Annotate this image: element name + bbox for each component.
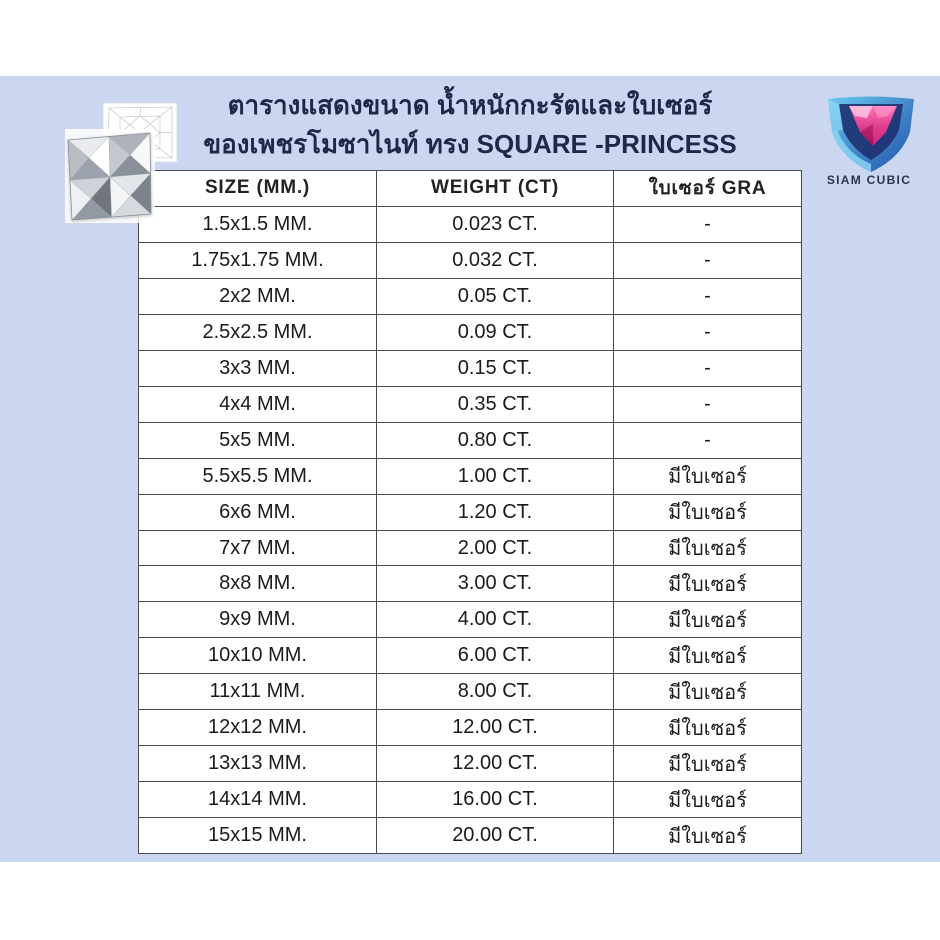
weight-cell: 1.00 CT. — [376, 459, 613, 494]
size-cell: 5.5x5.5 MM. — [202, 464, 313, 487]
header-weight: WEIGHT (CT) — [376, 171, 613, 206]
weight-cell: 0.15 CT. — [376, 351, 613, 386]
size-cell: 2x2 MM. — [219, 284, 296, 307]
size-cell: 3x3 MM. — [219, 356, 296, 379]
weight-cell: 2.00 CT. — [376, 531, 613, 566]
certificate-cell: มีใบเซอร์ — [613, 674, 801, 709]
size-cell: 5x5 MM. — [219, 428, 296, 451]
table-row — [139, 386, 801, 422]
size-cell: 11x11 MM. — [209, 680, 306, 703]
certificate-cell: มีใบเซอร์ — [613, 638, 801, 673]
size-cell: 15x15 MM. — [208, 824, 307, 847]
header-size: SIZE (MM.) — [204, 177, 311, 199]
siam-cubic-logo-icon — [825, 94, 917, 174]
size-cell: 1.5x1.5 MM. — [202, 212, 313, 235]
size-cell: 2.5x2.5 MM. — [202, 320, 313, 343]
table-row — [139, 278, 801, 314]
certificate-cell: - — [613, 207, 801, 242]
certificate-cell: มีใบเซอร์ — [613, 818, 801, 853]
size-cell: 8x8 MM. — [219, 572, 296, 595]
size-cell: 6x6 MM. — [219, 500, 296, 523]
weight-cell: 12.00 CT. — [376, 746, 613, 781]
size-cell: 7x7 MM. — [219, 536, 296, 559]
certificate-cell: - — [613, 423, 801, 458]
size-cell: 4x4 MM. — [219, 392, 296, 415]
size-cell: 13x13 MM. — [208, 752, 307, 775]
certificate-cell: มีใบเซอร์ — [613, 531, 801, 566]
certificate-cell: มีใบเซอร์ — [613, 495, 801, 530]
table-row — [139, 745, 801, 781]
brand-name: SIAM CUBIC — [826, 173, 912, 187]
table-row — [139, 206, 801, 242]
table-row — [139, 709, 801, 745]
certificate-cell: มีใบเซอร์ — [613, 746, 801, 781]
size-cell: 1.75x1.75 MM. — [191, 248, 324, 271]
table-row — [139, 242, 801, 278]
certificate-cell: - — [613, 243, 801, 278]
size-cell: 10x10 MM. — [208, 644, 307, 667]
table-row — [139, 422, 801, 458]
table-row — [139, 458, 801, 494]
princess-cut-diamond-icon — [60, 98, 180, 224]
header-certificate: ใบเซอร์ GRA — [613, 171, 801, 206]
certificate-cell: มีใบเซอร์ — [613, 459, 801, 494]
table-row — [139, 350, 801, 386]
table-row — [139, 530, 801, 566]
table-row — [139, 817, 801, 853]
weight-cell: 0.09 CT. — [376, 315, 613, 350]
certificate-cell: - — [613, 351, 801, 386]
table-row — [139, 314, 801, 350]
certificate-cell: มีใบเซอร์ — [613, 710, 801, 745]
table-row — [139, 494, 801, 530]
size-cell: 9x9 MM. — [219, 608, 296, 631]
weight-cell: 12.00 CT. — [376, 710, 613, 745]
weight-cell: 3.00 CT. — [376, 566, 613, 601]
table-row — [139, 601, 801, 637]
size-cell: 14x14 MM. — [208, 788, 307, 811]
weight-cell: 6.00 CT. — [376, 638, 613, 673]
certificate-cell: มีใบเซอร์ — [613, 566, 801, 601]
page-title-line-2: ของเพชรโมซาไนท์ ทรง SQUARE -PRINCESS — [203, 129, 737, 159]
weight-cell: 0.35 CT. — [376, 387, 613, 422]
size-chart-table — [138, 170, 802, 854]
weight-cell: 0.023 CT. — [376, 207, 613, 242]
table-row — [139, 637, 801, 673]
certificate-cell: - — [613, 315, 801, 350]
weight-cell: 0.05 CT. — [376, 279, 613, 314]
weight-cell: 8.00 CT. — [376, 674, 613, 709]
table-row — [139, 565, 801, 601]
table-row — [139, 781, 801, 817]
weight-cell: 20.00 CT. — [376, 818, 613, 853]
certificate-cell: - — [613, 387, 801, 422]
weight-cell: 4.00 CT. — [376, 602, 613, 637]
weight-cell: 1.20 CT. — [376, 495, 613, 530]
certificate-cell: มีใบเซอร์ — [613, 602, 801, 637]
weight-cell: 16.00 CT. — [376, 782, 613, 817]
size-cell: 12x12 MM. — [208, 716, 307, 739]
table-row — [139, 673, 801, 709]
weight-cell: 0.80 CT. — [376, 423, 613, 458]
certificate-cell: มีใบเซอร์ — [613, 782, 801, 817]
table-header-row — [139, 171, 801, 206]
certificate-cell: - — [613, 279, 801, 314]
page-title-line-1: ตารางแสดงขนาด น้ำหนักกะรัตและใบเซอร์ — [227, 90, 713, 120]
weight-cell: 0.032 CT. — [376, 243, 613, 278]
